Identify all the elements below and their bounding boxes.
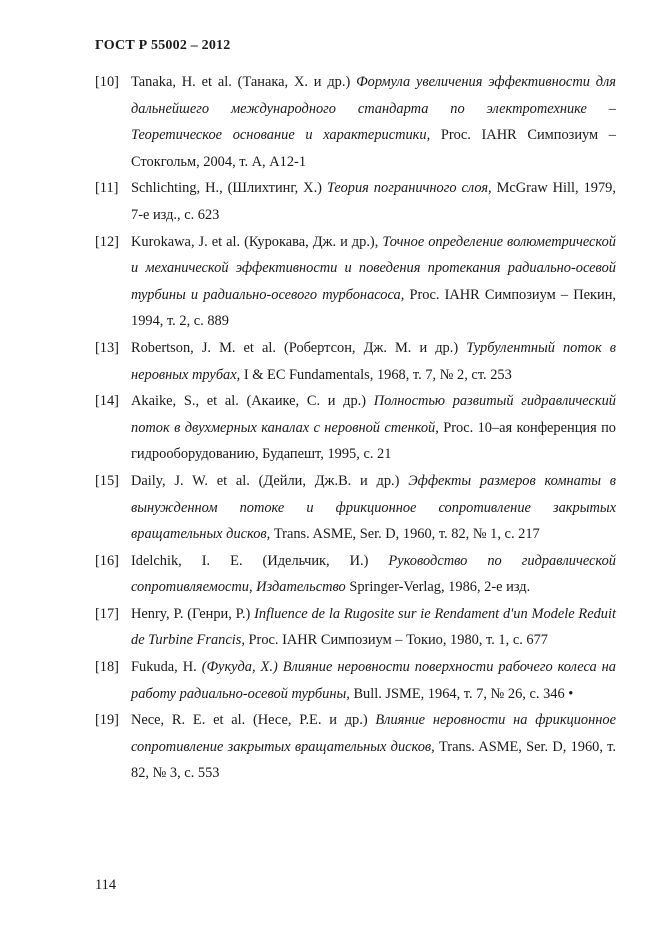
- reference-title: Influence de la Rugosite sur ie Rendament d'un Modele Reduit de Turbine Francis,: [131, 605, 617, 649]
- reference-text: [131, 654, 616, 707]
- reference-source: Trans. ASME, Ser. D, 1960, т. 82, № 3, с. 553: [131, 738, 616, 782]
- reference-number: [19]: [95, 712, 119, 729]
- reference-text: [131, 175, 616, 228]
- reference-number: [17]: [95, 605, 119, 622]
- reference-number: [11]: [95, 180, 119, 197]
- reference-authors: Akaike, S., et al. (Акаике, С. и др.): [131, 393, 374, 410]
- reference-source: I & EC Fundamentals, 1968, т. 7, № 2, ст. 253: [240, 366, 512, 383]
- reference-source: Springer-Verlag, 1986, 2-е изд.: [345, 579, 531, 596]
- reference-14: [95, 388, 616, 468]
- reference-13: [95, 335, 616, 388]
- reference-source: Proc. 10–ая конференция по гидрооборудованию, Будапешт, 1995, с. 21: [131, 419, 617, 463]
- reference-title: Формула увеличения эффективности для дальнейшего международного стандарта по электротехнике – Теоретическое основание и характеристики: [131, 74, 616, 144]
- reference-16: [95, 548, 616, 601]
- reference-19: [95, 707, 616, 787]
- reference-11: [95, 175, 616, 228]
- reference-source: McGraw Hill, 1979, 7-е изд., с. 623: [131, 180, 616, 223]
- reference-list: [95, 69, 616, 787]
- reference-number: [10]: [95, 74, 119, 90]
- reference-number: [15]: [95, 472, 119, 489]
- reference-authors: Fukuda, H.: [131, 659, 202, 676]
- reference-authors: Daily, J. W. et al. (Дейли, Дж.В. и др.): [131, 472, 409, 489]
- reference-title: Точное определение волюметрической и механической эффективности и поведения протекания радиально-осевой турбины и радиально-осевого турбонасоса,: [131, 233, 616, 303]
- reference-title: Эффекты размеров комнаты в вынужденном потоке и фрикционное сопротивление закрытых вращательных дисков,: [131, 472, 616, 543]
- reference-number: [13]: [95, 339, 119, 356]
- page-number: 114: [95, 877, 117, 893]
- reference-number: [14]: [95, 393, 119, 410]
- reference-text: [131, 229, 616, 335]
- reference-authors: Robertson, J. M. et al. (Робертсон, Дж. М. и др.): [131, 339, 467, 356]
- reference-text: [131, 601, 616, 654]
- reference-authors: Henry, P. (Генри, Р.): [131, 605, 255, 622]
- reference-15: [95, 468, 616, 548]
- reference-title: Полностью развитый гидравлический поток в двухмерных каналах с неровной стенкой,: [131, 393, 616, 436]
- reference-authors: Idelchik, I. E. (Идельчик, И.): [131, 552, 389, 569]
- document-header: ГОСТ Р 55002 – 2012: [95, 38, 231, 53]
- reference-text: [131, 468, 616, 548]
- reference-authors: Nece, R. E. et al. (Несе, Р.Е. и др.): [131, 712, 376, 729]
- reference-source: Proc. IAHR Симпозиум – Пекин, 1994, т. 2, с. 889: [131, 286, 616, 330]
- reference-authors: Tanaka, H. et al. (Танака, Х. и др.): [131, 74, 357, 90]
- reference-authors: Kurokawa, J. et al. (Курокава, Дж. и др.),: [131, 233, 383, 250]
- reference-source: Trans. ASME, Ser. D, 1960, т. 82, № 1, с. 217: [270, 526, 540, 543]
- reference-17: [95, 601, 616, 654]
- reference-text: [131, 388, 616, 468]
- reference-12: [95, 229, 616, 335]
- reference-18: [95, 654, 616, 707]
- reference-title: (Фукуда, Х.) Влияние неровности поверхности рабочего колеса на работу радиально-осевой турбины,: [131, 659, 616, 702]
- reference-source: , Proc. IAHR Симпозиум – Стокгольм, 2004, т. А, А12-1: [131, 127, 616, 170]
- reference-title: Турбулентный поток в неровных трубах,: [131, 339, 616, 383]
- reference-number: [18]: [95, 659, 119, 676]
- reference-text: [131, 707, 616, 787]
- reference-text: [131, 69, 616, 175]
- reference-title: Руководство по гидравлической сопротивляемости, Издательство: [131, 552, 616, 596]
- reference-source: Bull. JSME, 1964, т. 7, № 26, с. 346 •: [349, 685, 574, 702]
- reference-title: Влияние неровности на фрикционное сопротивление закрытых вращательных дисков,: [131, 712, 616, 755]
- reference-text: [131, 548, 616, 601]
- reference-10: [95, 69, 616, 175]
- reference-source: Proc. IAHR Симпозиум – Токио, 1980, т. 1, с. 677: [244, 632, 548, 649]
- reference-number: [12]: [95, 233, 119, 250]
- reference-title: Теория пограничного слоя,: [326, 180, 492, 197]
- reference-authors: Schlichting, H., (Шлихтинг, Х.): [131, 180, 327, 197]
- reference-number: [16]: [95, 552, 119, 569]
- reference-text: [131, 335, 616, 388]
